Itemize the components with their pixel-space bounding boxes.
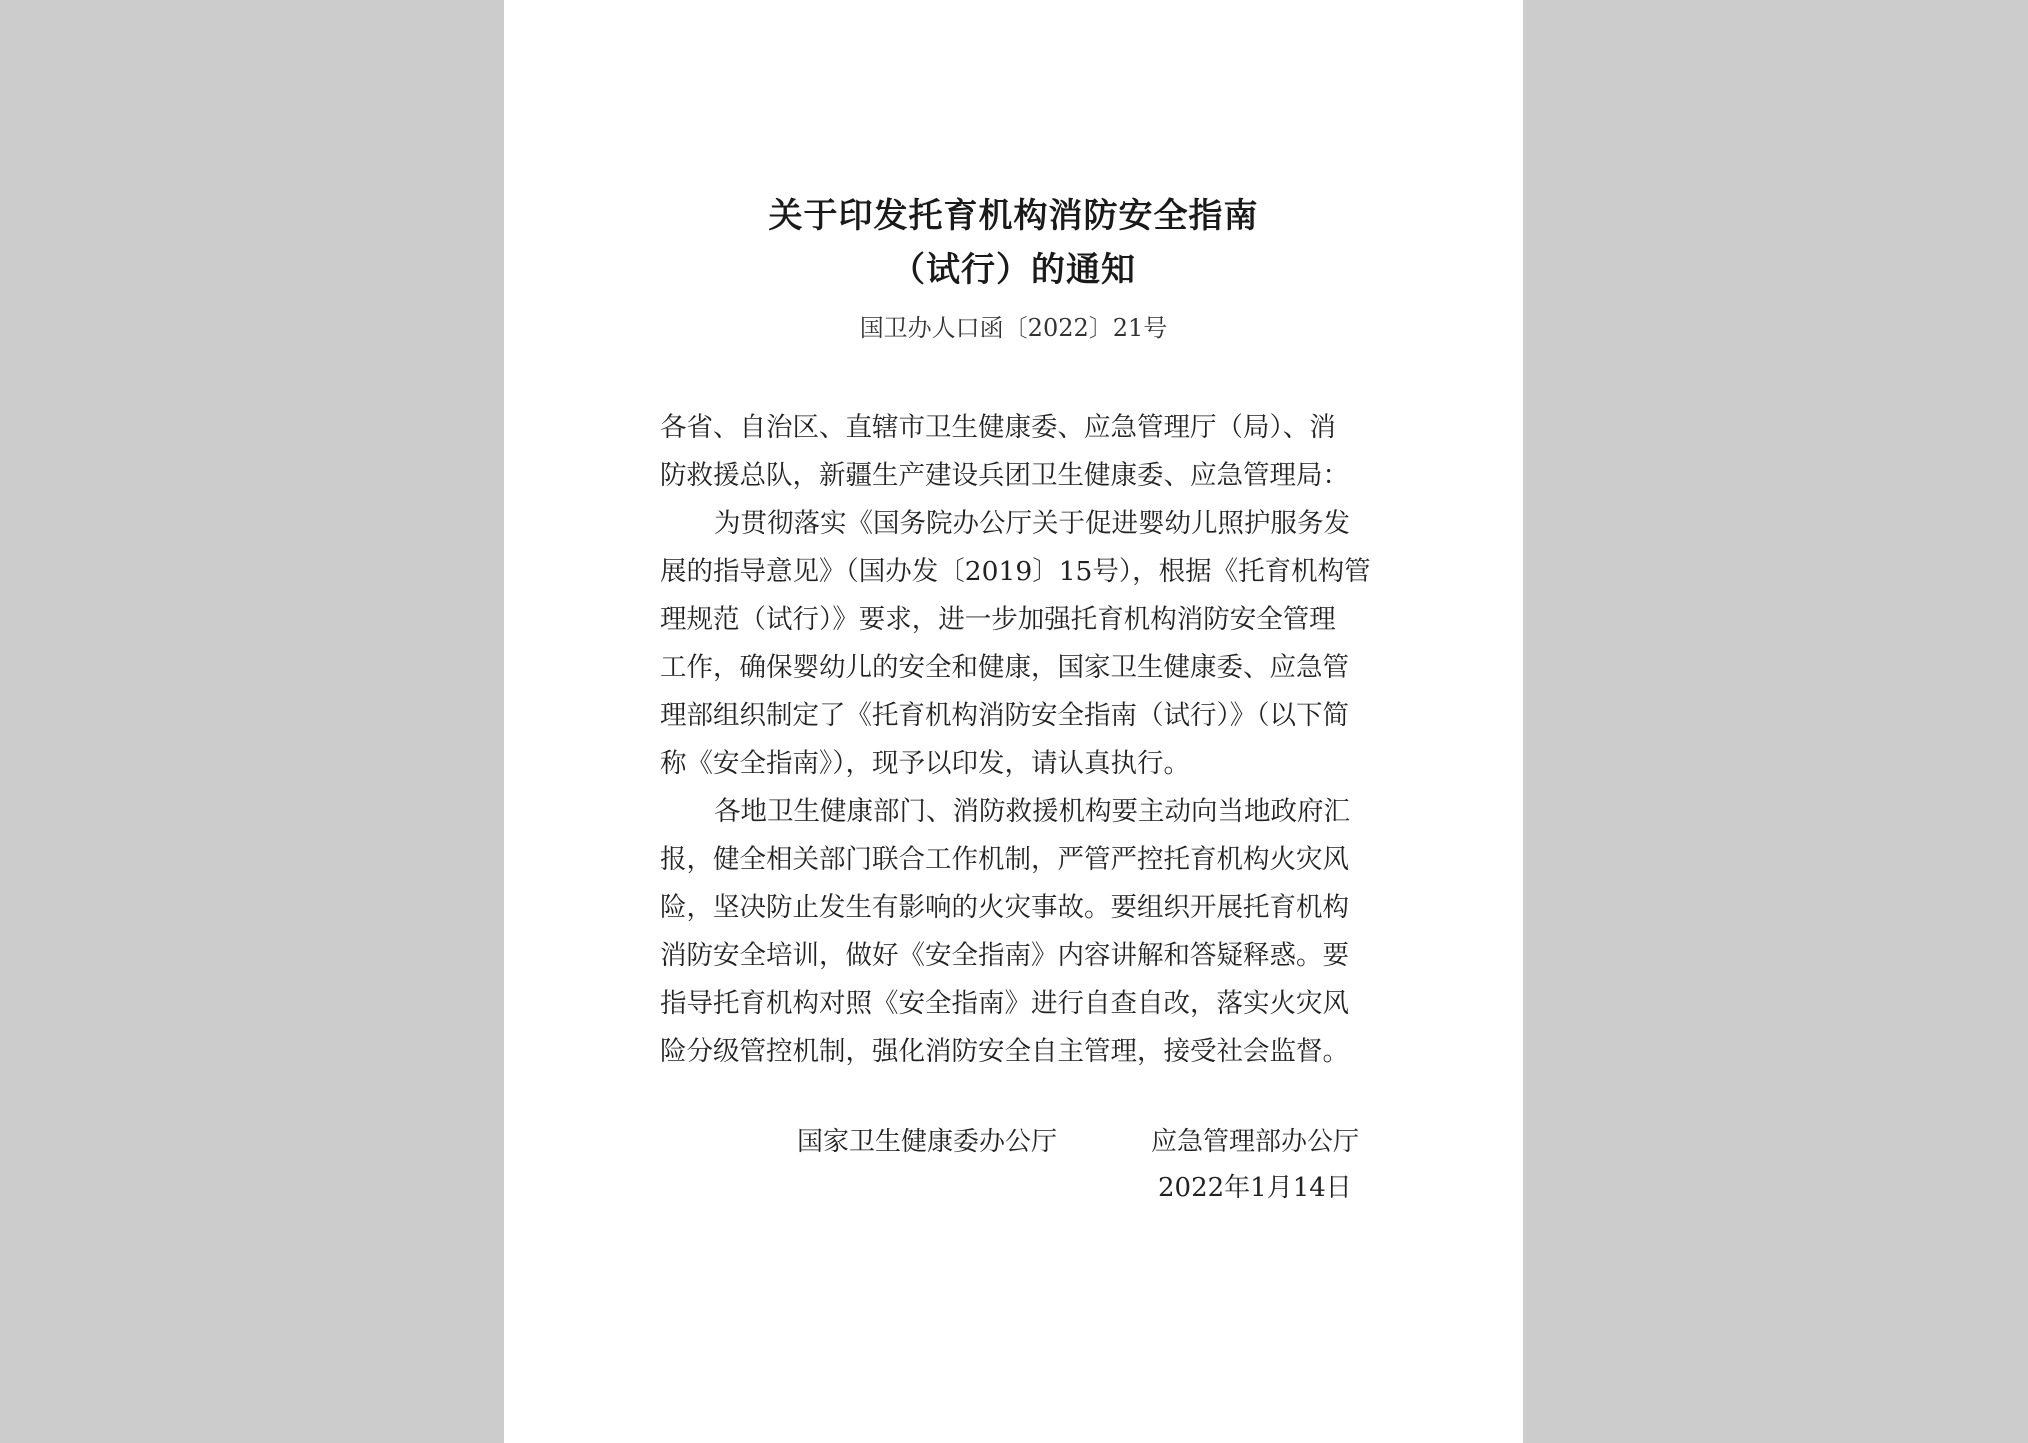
document-date: 2022年1月14日 [1158, 1173, 1352, 1203]
paragraph-2-line-4: 消防安全培训，做好《安全指南》内容讲解和答疑释惑。要 [660, 940, 1349, 971]
paragraph-2-line-1: 各地卫生健康部门、消防救援机构要主动向当地政府汇 [714, 796, 1350, 827]
addressee-line-1: 各省、自治区、直辖市卫生健康委、应急管理厅（局）、消 [660, 412, 1336, 443]
paragraph-1-line-2: 展的指导意见》（国办发〔2019〕15号），根据《托育机构管 [660, 556, 1371, 587]
document-page [504, 0, 1523, 1443]
paragraph-1-line-3: 理规范（试行）》要求，进一步加强托育机构消防安全管理 [660, 604, 1336, 635]
paragraph-1-line-1: 为贯彻落实《国务院办公厅关于促进婴幼儿照护服务发 [714, 508, 1350, 539]
addressee-line-2: 防救援总队，新疆生产建设兵团卫生健康委、应急管理局： [660, 460, 1349, 491]
document-body [660, 404, 1372, 1076]
signatory-health-commission: 国家卫生健康委办公厅 [797, 1127, 1058, 1157]
paragraph-1-line-6: 称《安全指南》），现予以印发，请认真执行。 [660, 748, 1190, 779]
paragraph-2-line-2: 报，健全相关部门联合工作机制，严管严控托育机构火灾风 [660, 844, 1349, 875]
document-number: 国卫办人口函〔2022〕21号 [859, 314, 1168, 342]
paragraph-2-line-5: 指导托育机构对照《安全指南》进行自查自改，落实火灾风 [660, 988, 1349, 1019]
paragraph-2-line-6: 险分级管控机制，强化消防安全自主管理，接受社会监督。 [660, 1036, 1349, 1067]
paragraph-1-line-4: 工作，确保婴幼儿的安全和健康，国家卫生健康委、应急管 [660, 652, 1349, 683]
document-title-line-2: （试行）的通知 [891, 250, 1136, 290]
document-title-line-1: 关于印发托育机构消防安全指南 [768, 196, 1259, 236]
signatory-emergency-ministry: 应急管理部办公厅 [1151, 1127, 1360, 1157]
paragraph-2-line-3: 险，坚决防止发生有影响的火灾事故。要组织开展托育机构 [660, 892, 1349, 923]
paragraph-1-line-5: 理部组织制定了《托育机构消防安全指南（试行）》（以下简 [660, 700, 1349, 731]
